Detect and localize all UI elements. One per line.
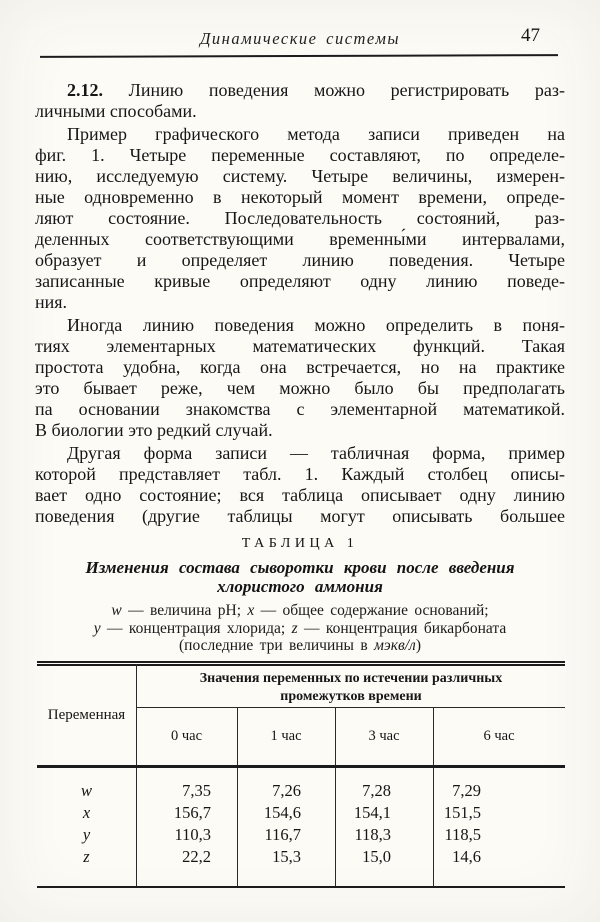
value-cell: 116,7 xyxy=(264,825,301,844)
text-span: Линию поведения можно регистрировать раз- xyxy=(128,80,566,100)
column-header-span-line: Значения переменных по истечении различных xyxy=(199,671,503,686)
text-line: па основании знакомства с элементарной математикой. xyxy=(35,399,565,419)
text-line: фиг. 1. Четыре переменные составляют, по определе- xyxy=(35,145,565,165)
table-subtitle-line: Изменения состава сыворотки крови после введения xyxy=(85,558,515,577)
value-cell: 154,1 xyxy=(353,803,391,822)
table-row-z xyxy=(37,846,565,868)
running-head: Динамические системы xyxy=(199,29,401,48)
column-header-variable: Переменная xyxy=(47,706,126,723)
variable-w: w xyxy=(111,602,122,619)
text-line xyxy=(35,80,565,101)
column-header-0h: 0 час xyxy=(170,727,203,744)
text-line: личными способами. xyxy=(35,101,197,121)
table-bottom-rule xyxy=(37,886,565,888)
row-label: z xyxy=(83,847,90,866)
data-table xyxy=(37,661,565,889)
legend-line xyxy=(35,620,565,638)
table-number: ТАБЛИЦА 1 xyxy=(241,536,359,551)
variable-y: y xyxy=(93,619,101,637)
row-label: x xyxy=(82,803,91,822)
legend-text: — концентрация бикарбоната xyxy=(297,619,507,637)
text-line: тиях элементарных математических функций. Такая xyxy=(35,336,565,356)
value-cell: 15,0 xyxy=(362,847,391,866)
column-header-1h: 1 час xyxy=(270,727,302,744)
legend-line xyxy=(35,602,565,620)
legend-text: — концентрация хлорида; xyxy=(100,619,292,637)
variable-z: z xyxy=(291,619,298,637)
value-cell: 7,26 xyxy=(272,781,301,800)
table-subtitle-line: хлористого аммония xyxy=(217,576,383,596)
paragraph-2-12 xyxy=(35,80,565,122)
text-line: Пример графического метода записи приведен на xyxy=(67,124,565,144)
text-line: ляют состояние. Последовательность состояний, раз- xyxy=(35,208,565,228)
table-caption xyxy=(35,536,565,655)
page-number: 47 xyxy=(521,25,540,46)
value-cell: 118,3 xyxy=(354,825,391,844)
text-line: нию, исследуемую систему. Четыре величины, измерен- xyxy=(35,166,565,186)
value-cell: 110,3 xyxy=(174,825,211,844)
section-number: 2.12. xyxy=(67,80,103,100)
table-header-rule xyxy=(37,765,565,768)
text-line: ния. xyxy=(35,292,68,312)
table-row-y xyxy=(37,824,565,846)
text-line: которой представляет табл. 1. Каждый столбец описы- xyxy=(35,464,565,484)
text-line: поведения (другие таблицы могут описывать большее xyxy=(35,506,565,526)
text-line: образует и определяет линию поведения. Четыре xyxy=(35,250,565,270)
table-subtitle xyxy=(35,559,565,596)
value-cell: 7,35 xyxy=(182,781,211,800)
table-row-x xyxy=(37,802,565,824)
row-label: y xyxy=(82,825,91,844)
column-header-3h: 3 час xyxy=(368,727,400,744)
paragraph-math-functions xyxy=(35,315,565,441)
legend-text: (последние три величины в xyxy=(179,637,375,654)
text-line: простота удобна, когда она встречается, но на практике xyxy=(35,357,565,377)
text-line: Другая форма записи — табличная форма, пример xyxy=(67,443,565,463)
table-body xyxy=(37,780,565,868)
value-cell: 7,28 xyxy=(362,781,391,800)
value-cell: 22,2 xyxy=(182,847,211,866)
paragraph-table-form xyxy=(35,443,565,527)
table-legend xyxy=(35,602,565,655)
table-row-w xyxy=(37,780,565,802)
text-line: это бывает реже, чем можно было бы предполагать xyxy=(35,378,565,398)
body-text xyxy=(35,80,565,527)
column-header-6h: 6 час xyxy=(483,727,515,744)
value-cell: 156,7 xyxy=(173,803,211,822)
value-cell: 14,6 xyxy=(452,847,481,866)
legend-line xyxy=(35,637,565,655)
paragraph-graphic-method xyxy=(35,124,565,313)
time-header-row xyxy=(136,707,565,765)
variable-x: x xyxy=(247,602,255,619)
text-line: В биологии это редкий случай. xyxy=(35,420,273,440)
header-rule xyxy=(40,54,558,58)
column-header-span-line: промежутков времени xyxy=(280,689,422,704)
text-line: записанные кривые определяют одну линию поведе- xyxy=(35,271,565,291)
column-header-span xyxy=(137,670,565,706)
legend-text: ) xyxy=(415,637,421,654)
value-cell: 7,29 xyxy=(452,781,481,800)
text-line: ные одновременно в некоторый момент времени, опреде- xyxy=(35,187,565,207)
value-cell: 154,6 xyxy=(263,803,301,822)
value-cell: 15,3 xyxy=(272,847,301,866)
text-line: Иногда линию поведения можно определить в поня- xyxy=(67,315,565,335)
legend-text: — величина pH; xyxy=(121,602,248,619)
legend-text: — общее содержание оснований; xyxy=(254,602,489,619)
text-line: деленных соответствующими временны́ми интервалами, xyxy=(35,229,565,249)
unit-label: мэкв/л xyxy=(374,637,416,654)
value-cell: 118,5 xyxy=(444,825,481,844)
value-cell: 151,5 xyxy=(443,803,481,822)
row-label: w xyxy=(80,781,92,800)
text-line: вает одно состояние; вся таблица описывает одну линию xyxy=(35,485,565,505)
